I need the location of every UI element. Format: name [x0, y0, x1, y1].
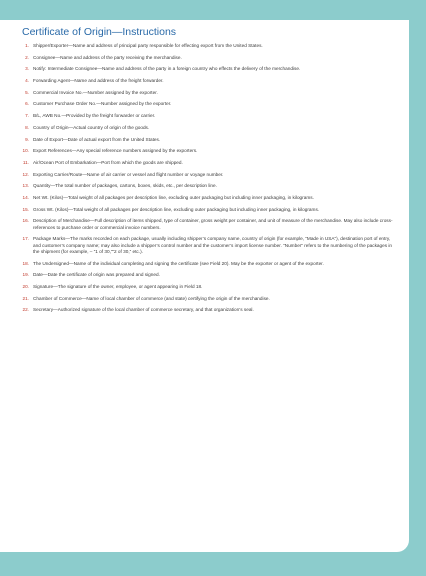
instruction-item: [18, 125, 396, 131]
instruction-text: Date—Date the certificate of origin was prepared and signed.: [33, 272, 160, 278]
instruction-number: 3.: [25, 66, 29, 72]
page-title: Certificate of Origin—Instructions: [22, 26, 177, 38]
instruction-text: The Undersigned—Name of the individual completing and signing the certificate (see Field 20). May be the exporter or agent of the exporter.: [33, 260, 324, 266]
instruction-item: [18, 218, 396, 231]
instruction-number: 11.: [22, 159, 29, 165]
instruction-text: Country of Origin—Actual country of origin of the goods.: [33, 124, 150, 130]
instruction-number: 9.: [25, 136, 29, 142]
instruction-text: Air/Ocean Port of Embarkation—Port from which the goods are shipped.: [33, 159, 183, 165]
instruction-number: 18.: [22, 260, 29, 266]
instruction-number: 10.: [22, 148, 29, 154]
instruction-text: B/L, AWB No.—Provided by the freight forwarder or carrier.: [33, 113, 156, 119]
instruction-item: [18, 284, 396, 290]
instruction-item: [18, 113, 396, 119]
instruction-number: 8.: [25, 124, 29, 130]
instruction-item: [18, 101, 396, 107]
instruction-item: [18, 207, 396, 213]
instruction-item: [18, 78, 396, 84]
instruction-item: [18, 148, 396, 154]
instruction-item: [18, 272, 396, 278]
instruction-item: [18, 90, 396, 96]
instruction-item: [18, 55, 396, 61]
instruction-text: Quantity—The total number of packages, cartons, boxes, skids, etc., per description line.: [33, 183, 217, 189]
instruction-number: 1.: [25, 43, 29, 48]
instruction-item: [18, 172, 396, 178]
instruction-text: Export References—Any special reference numbers assigned by the exporters.: [33, 148, 198, 154]
instruction-text: Net Wt. (Kilos)—Total weight of all packages per description line, excluding outer packaging but including inner packaging, in kilograms.: [33, 194, 314, 200]
instruction-number: 16.: [22, 218, 29, 224]
instruction-item: [18, 307, 396, 313]
instruction-item: [18, 66, 396, 72]
instruction-number: 22.: [22, 307, 29, 313]
instruction-list: [18, 43, 396, 319]
instruction-number: 14.: [22, 194, 29, 200]
instruction-text: Gross Wt. (Kilos)—Total weight of all packages per description line, excluding outer packaging but including inner packaging, in kilograms.: [33, 206, 320, 212]
instruction-text: Consignee—Name and address of the party receiving the merchandise.: [33, 54, 182, 60]
instruction-number: 4.: [25, 78, 29, 84]
instruction-text: Shipper/Exporter—Name and address of principal party responsible for effecting export from the United States.: [33, 43, 263, 48]
document-page: [0, 20, 409, 552]
instruction-text: Customer Purchase Order No.—Number assigned by the exporter.: [33, 101, 172, 107]
instruction-number: 7.: [25, 113, 29, 119]
instruction-item: [18, 261, 396, 267]
instruction-text: Date of Export—Date of actual export from the United States.: [33, 136, 161, 142]
instruction-text: Commercial Invoice No.—Number assigned by the exporter.: [33, 89, 158, 95]
instruction-item: [18, 43, 396, 49]
instruction-text: Exporting Carrier/Route—Name of air carrier or vessel and flight number or voyage number.: [33, 171, 224, 177]
instruction-number: 17.: [22, 236, 29, 242]
instruction-number: 20.: [22, 283, 29, 289]
instruction-number: 13.: [22, 183, 29, 189]
instruction-number: 21.: [22, 295, 29, 301]
instruction-item: [18, 296, 396, 302]
instruction-number: 5.: [25, 89, 29, 95]
instruction-item: [18, 160, 396, 166]
instruction-text: Secretary—Authorized signature of the local chamber of commerce secretary, and that organization’s seal.: [33, 307, 254, 313]
instruction-number: 6.: [25, 101, 29, 107]
instruction-text: Description of Merchandise—Full description of items shipped, type of container, gross weight per container, and unit of measure of the merchandise. May also include cross-references to purchase order or commercial invoice numbers.: [33, 218, 393, 230]
instruction-number: 19.: [22, 272, 29, 278]
instruction-item: [18, 236, 396, 255]
instruction-item: [18, 183, 396, 189]
instruction-number: 15.: [22, 206, 29, 212]
instruction-text: Notify: Intermediate Consignee—Name and address of the party in a foreign country who effects the delivery of the merchandise.: [33, 66, 301, 72]
instruction-item: [18, 137, 396, 143]
instruction-item: [18, 195, 396, 201]
instruction-number: 2.: [25, 54, 29, 60]
instruction-text: Package Marks—The marks recorded on each package, usually including shipper’s company name, country of origin (for example, “Made in USA”), destination port of entry, and customer’s company name; may also include a shipper’s control number and the customer’s import license number. “Number” refers to the numbering of the packages in the shipment (for example, – “1 of 30,”“2 of 30,” etc.).: [33, 236, 393, 254]
instruction-text: Signature—The signature of the owner, employee, or agent appearing in Field 18.: [33, 283, 203, 289]
instruction-text: Chamber of Commerce—Name of local chamber of commerce (and state) certifying the origin of the merchandise.: [33, 295, 270, 301]
instruction-number: 12.: [22, 171, 29, 177]
instruction-text: Forwarding Agent—Name and address of the freight forwarder.: [33, 78, 164, 84]
